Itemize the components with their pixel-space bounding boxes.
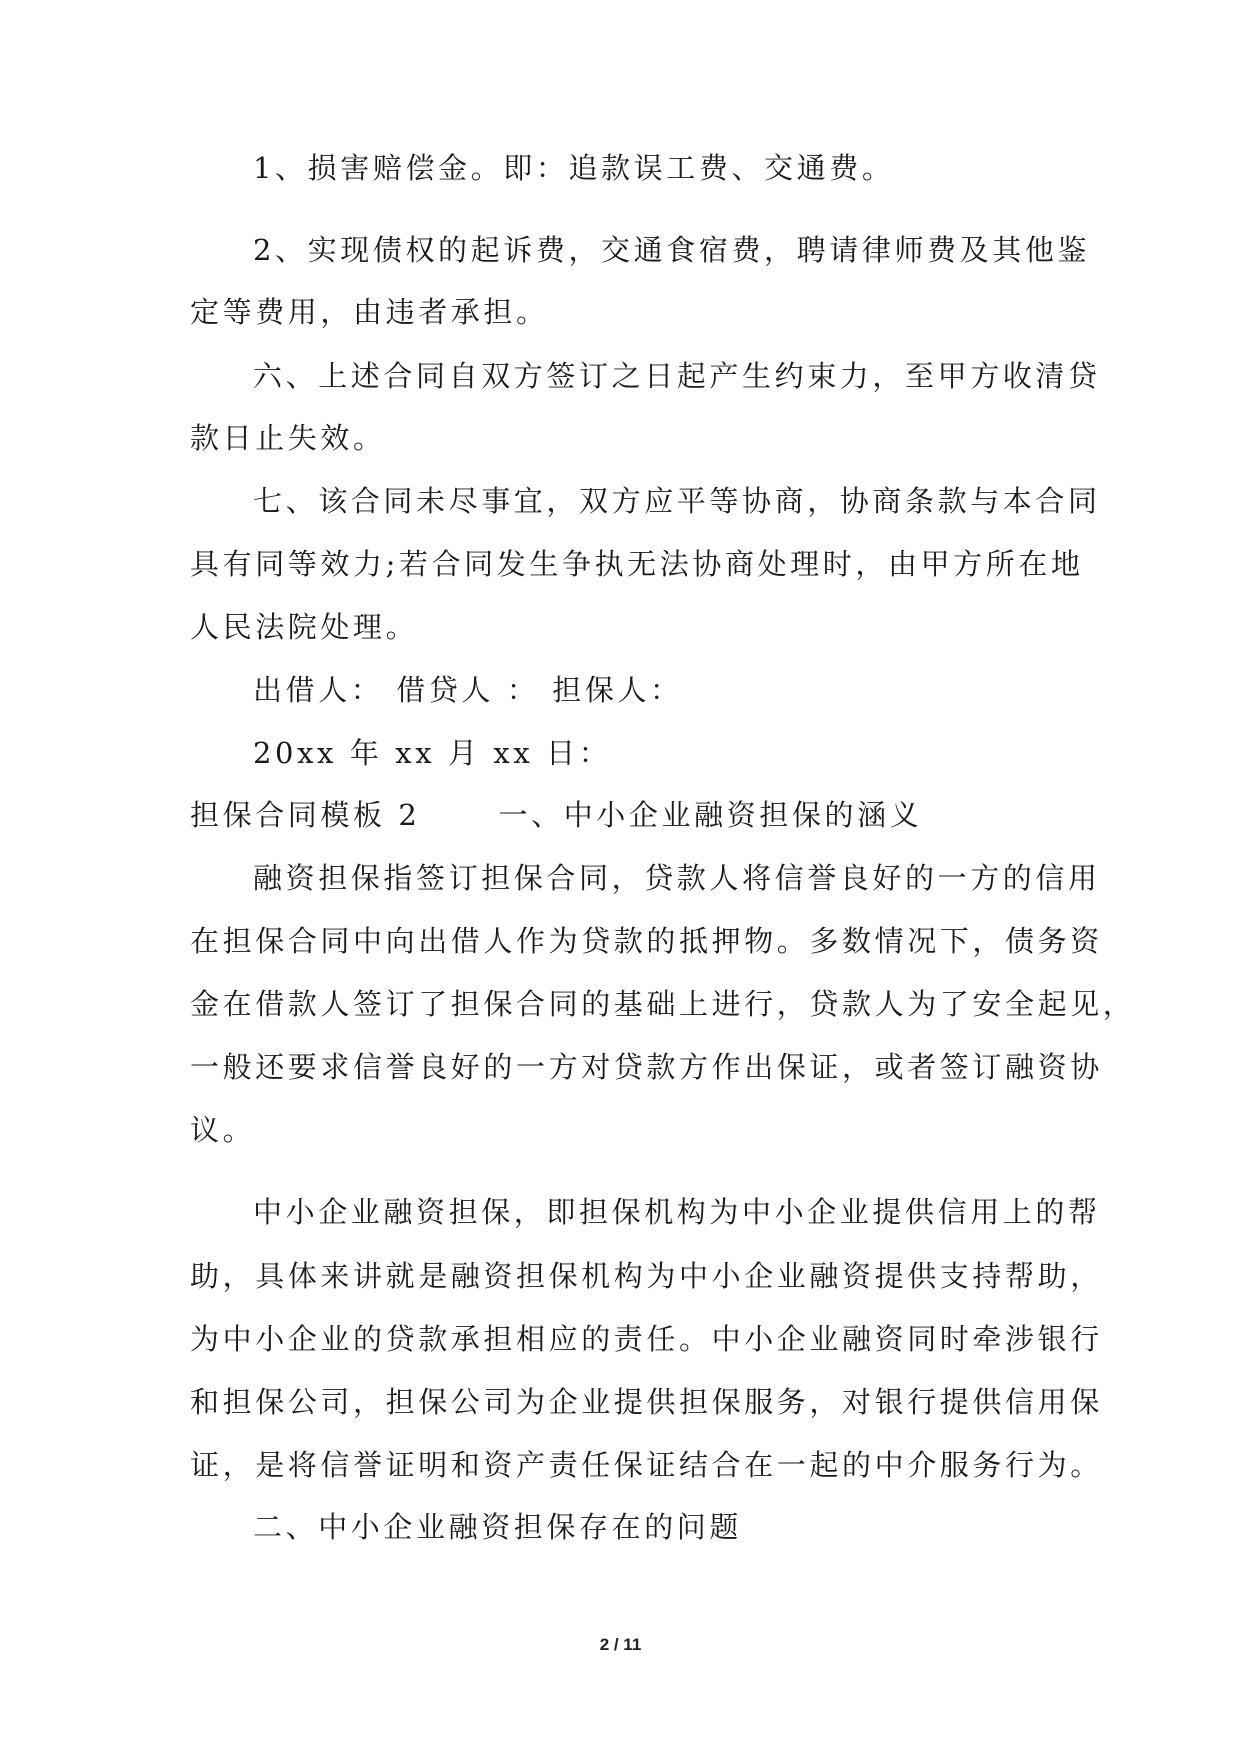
section-heading: 二、中小企业融资担保存在的问题	[253, 1510, 743, 1544]
paragraph-line: 六、上述合同自双方签订之日起产生约束力，至甲方收清贷	[253, 359, 1101, 393]
paragraph-line: 证，是将信誉证明和资产责任保证结合在一起的中介服务行为。	[190, 1448, 1103, 1482]
paragraph-line: 人民法院处理。	[190, 610, 419, 644]
paragraph-line: 为中小企业的贷款承担相应的责任。中小企业融资同时牵涉银行	[190, 1322, 1103, 1356]
paragraph-line: 金在借款人签订了担保合同的基础上进行，贷款人为了安全起见，	[190, 987, 1136, 1021]
paragraph-line: 2、实现债权的起诉费，交通食宿费，聘请律师费及其他鉴	[253, 233, 1091, 267]
section-heading: 担保合同模板 2 一、中小企业融资担保的涵义	[190, 798, 923, 832]
date-line: 20xx 年 xx 月 xx 日：	[253, 736, 612, 770]
paragraph-line: 定等费用，由违者承担。	[190, 295, 549, 329]
paragraph-line: 款日止失效。	[190, 421, 386, 455]
paragraph-line: 一般还要求信誉良好的一方对贷款方作出保证，或者签订融资协	[190, 1050, 1103, 1084]
signature-line: 出借人： 借贷人 ： 担保人：	[253, 673, 683, 707]
page-number: 2 / 11	[599, 1635, 642, 1654]
paragraph-line: 议。	[190, 1113, 256, 1147]
paragraph-line: 七、该合同未尽事宜，双方应平等协商，协商条款与本合同	[253, 484, 1101, 518]
paragraph-line: 中小企业融资担保，即担保机构为中小企业提供信用上的帮	[253, 1195, 1101, 1229]
paragraph-line: 助，具体来讲就是融资担保机构为中小企业融资提供支持帮助，	[190, 1259, 1103, 1293]
paragraph-line: 在担保合同中向出借人作为贷款的抵押物。多数情况下，债务资	[190, 924, 1103, 958]
paragraph-line: 1、损害赔偿金。即：追款误工费、交通费。	[253, 151, 895, 185]
paragraph-line: 具有同等效力;若合同发生争执无法协商处理时，由甲方所在地	[190, 547, 1084, 581]
paragraph-line: 和担保公司，担保公司为企业提供担保服务，对银行提供信用保	[190, 1385, 1103, 1419]
paragraph-line: 融资担保指签订担保合同，贷款人将信誉良好的一方的信用	[253, 861, 1101, 895]
